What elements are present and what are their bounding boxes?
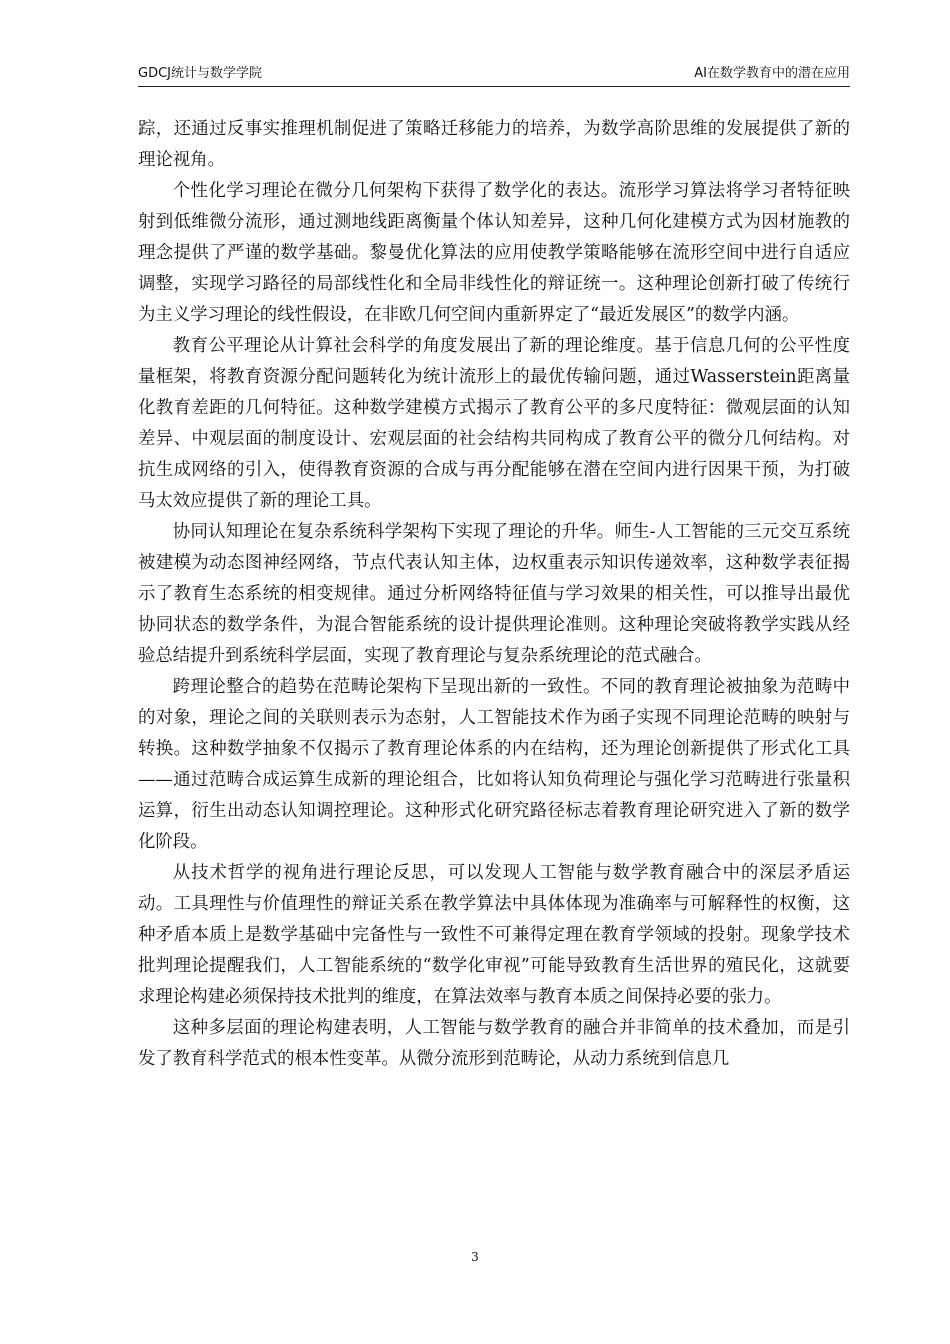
paragraph: 教育公平理论从计算社会科学的角度发展出了新的理论维度。基于信息几何的公平性度量框架，将教育资源分配问题转化为统计流形上的最优传输问题，通过Wasserstein距离量化教育差距的几何特征。这种数学建模方式揭示了教育公平的多尺度特征：微观层面的认知差异、中观层面的制度设计、宏观层面的社会结构共同构成了教育公平的微分几何结构。对抗生成网络的引入，使得教育资源的合成与再分配能够在潜在空间内进行因果干预，为打破马太效应提供了新的理论工具。 <box>138 336 850 511</box>
paragraph: 跨理论整合的趋势在范畴论架构下呈现出新的一致性。不同的教育理论被抽象为范畴中的对象，理论之间的关联则表示为态射，人工智能技术作为函子实现不同理论范畴的映射与转换。这种数学抽象不仅揭示了教育理论体系的内在结构，还为理论创新提供了形式化工具——通过范畴合成运算生成新的理论组合，比如将认知负荷理论与强化学习范畴进行张量积运算，衍生出动态认知调控理论。这种形式化研究路径标志着教育理论研究进入了新的数学化阶段。 <box>138 677 850 852</box>
page-header <box>138 60 850 87</box>
paragraph: 个性化学习理论在微分几何架构下获得了数学化的表达。流形学习算法将学习者特征映射到低维微分流形，通过测地线距离衡量个体认知差异，这种几何化建模方式为因材施教的理念提供了严谨的数学基础。黎曼优化算法的应用使教学策略能够在流形空间中进行自适应调整，实现学习路径的局部线性化和全局非线性化的辩证统一。这种理论创新打破了传统行为主义学习理论的线性假设，在非欧几何空间内重新界定了“最近发展区”的数学内涵。 <box>138 181 850 325</box>
paragraph: 踪，还通过反事实推理机制促进了策略迁移能力的培养，为数学高阶思维的发展提供了新的理论视角。 <box>138 119 850 170</box>
paragraph: 从技术哲学的视角进行理论反思，可以发现人工智能与数学教育融合中的深层矛盾运动。工具理性与价值理性的辩证关系在教学算法中具体体现为准确率与可解释性的权衡，这种矛盾本质上是数学基础中完备性与一致性不可兼得定理在教育学领域的投射。现象学技术批判理论提醒我们，人工智能系统的“数学化审视”可能导致教育生活世界的殖民化，这就要求理论构建必须保持技术批判的维度，在算法效率与教育本质之间保持必要的张力。 <box>138 863 850 1007</box>
paragraph: 协同认知理论在复杂系统科学架构下实现了理论的升华。师生-人工智能的三元交互系统被建模为动态图神经网络，节点代表认知主体，边权重表示知识传递效率，这种数学表征揭示了教育生态系统的相变规律。通过分析网络特征值与学习效果的相关性，可以推导出最优协同状态的数学条件，为混合智能系统的设计提供理论准则。这种理论突破将教学实践从经验总结提升到系统科学层面，实现了教育理论与复杂系统理论的范式融合。 <box>138 522 850 666</box>
body-text <box>138 114 850 1075</box>
paragraph: 这种多层面的理论构建表明，人工智能与数学教育的融合并非简单的技术叠加，而是引发了教育科学范式的根本性变革。从微分流形到范畴论，从动力系统到信息几 <box>138 1018 850 1069</box>
header-institution: GDCJ统计与数学学院 <box>138 66 262 81</box>
page-number: 3 <box>471 1250 479 1264</box>
header-title: AI在数学教育中的潜在应用 <box>694 66 850 81</box>
